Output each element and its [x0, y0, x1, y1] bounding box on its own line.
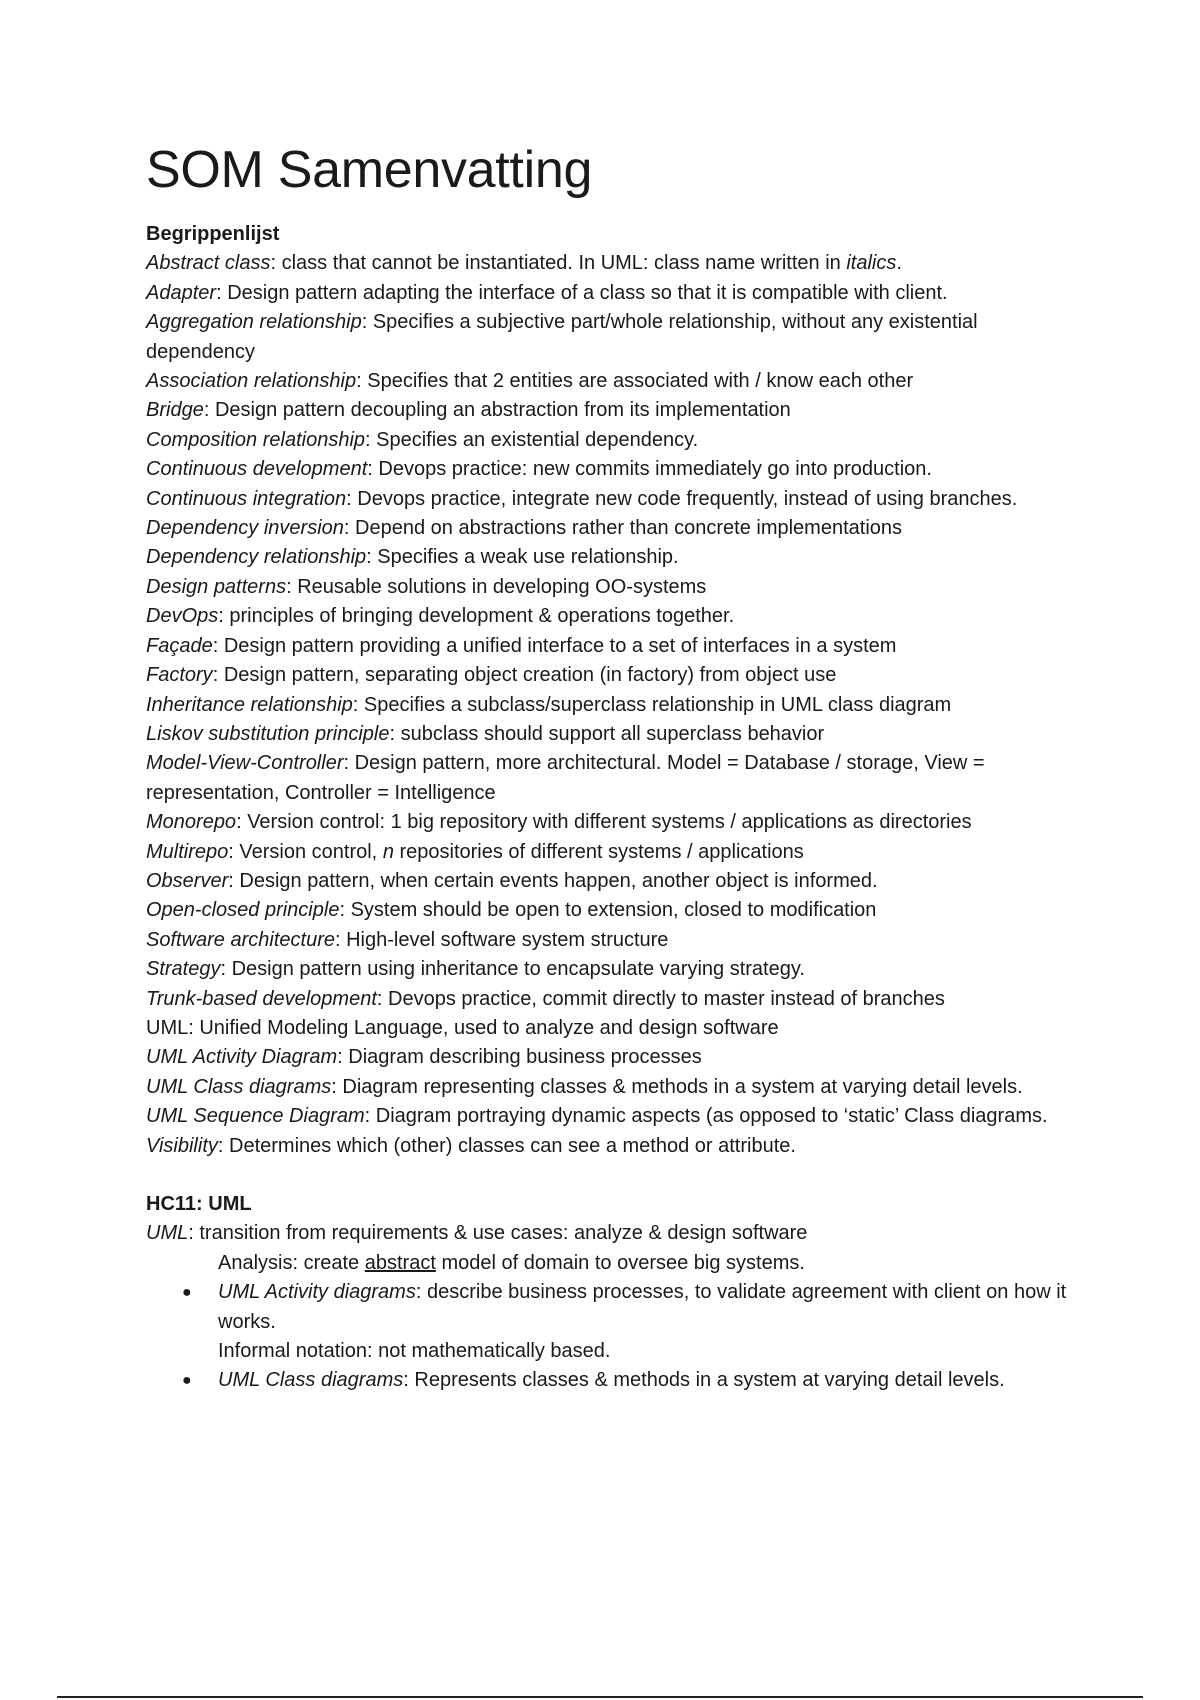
- glossary-entry: Composition relationship: Specifies an existential dependency.: [146, 428, 699, 451]
- term: Design patterns: [146, 575, 287, 598]
- glossary-entry: UML Sequence Diagram: Diagram portraying dynamic aspects (as opposed to ‘static’ Class diagrams.: [146, 1105, 1048, 1128]
- definition: Specifies a subclass/superclass relationship in UML class diagram: [363, 693, 952, 716]
- glossary-entry: Observer: Design pattern, when certain events happen, another object is informed.: [146, 869, 878, 892]
- definition: Design pattern, separating object creation (in factory) from object use: [223, 664, 837, 687]
- glossary-entry: DevOps: principles of bringing development & operations together.: [146, 605, 735, 628]
- glossary-entry: Dependency inversion: Depend on abstractions rather than concrete implementations: [146, 517, 903, 540]
- term: UML: [146, 1016, 189, 1039]
- glossary-entry: Dependency relationship: Specifies a weak use relationship.: [146, 546, 679, 569]
- definition: Determines which (other) classes can see a method or attribute.: [229, 1134, 796, 1157]
- term: UML Class diagrams: [146, 1075, 332, 1098]
- term: UML Activity Diagram: [146, 1046, 338, 1069]
- definition: Diagram representing classes & methods in a system at varying detail levels.: [342, 1075, 1023, 1098]
- term: Adapter: [146, 281, 217, 304]
- term: Continuous development: [146, 458, 368, 481]
- glossary-entry: Adapter: Design pattern adapting the interface of a class so that it is compatible with client.: [146, 281, 948, 304]
- glossary-entry: Trunk-based development: Devops practice, commit directly to master instead of branches: [146, 987, 945, 1010]
- footer-divider: [57, 1696, 1143, 1698]
- definition: High-level software system structure: [346, 928, 669, 951]
- underlined-word: abstract: [364, 1251, 436, 1274]
- glossary-entry: Association relationship: Specifies that 2 entities are associated with / know each other: [146, 370, 914, 393]
- definition: describe business processes, to validate agreement with client on how it works.: [218, 1281, 1067, 1333]
- definition: Devops practice, commit directly to master instead of branches: [388, 987, 945, 1010]
- term: UML Sequence Diagram: [146, 1105, 365, 1128]
- term: Continuous integration: [146, 487, 347, 510]
- page-title: SOM Samenvatting: [146, 141, 593, 199]
- definition: Design pattern, when certain events happen, another object is informed.: [239, 869, 878, 892]
- definition: Diagram describing business processes: [348, 1046, 702, 1069]
- definition: subclass should support all superclass behavior: [400, 722, 825, 745]
- term: UML Activity diagrams: [218, 1281, 416, 1304]
- term: Inheritance relationship: [146, 693, 353, 716]
- glossary-entry: Inheritance relationship: Specifies a subclass/superclass relationship in UML class diagram: [146, 693, 952, 716]
- definition: Specifies a subjective part/whole relationship, without any existential dependency: [146, 311, 978, 363]
- glossary-entry: Continuous integration: Devops practice, integrate new code frequently, instead of using branches.: [146, 487, 1018, 510]
- term: Open-closed principle: [146, 899, 340, 922]
- definition: System should be open to extension, closed to modification: [350, 899, 877, 922]
- term: Façade: [146, 634, 213, 657]
- definition: Devops practice, integrate new code frequently, instead of using branches.: [357, 487, 1018, 510]
- glossary-list: [146, 249, 1076, 1161]
- glossary-entry: UML Class diagrams: Diagram representing classes & methods in a system at varying detail levels.: [146, 1075, 1023, 1098]
- glossary-entry: Open-closed principle: System should be open to extension, closed to modification: [146, 899, 877, 922]
- definition: Unified Modeling Language, used to analyze and design software: [199, 1016, 779, 1039]
- definition: Design pattern decoupling an abstraction from its implementation: [214, 399, 791, 422]
- glossary-entry: Liskov substitution principle: subclass should support all superclass behavior: [146, 722, 825, 745]
- definition: Represents classes & methods in a system at varying detail levels.: [414, 1369, 1005, 1392]
- glossary-entry: Façade: Design pattern providing a unified interface to a set of interfaces in a system: [146, 634, 897, 657]
- definition: Devops practice: new commits immediately go into production.: [378, 458, 932, 481]
- term: Multirepo: [146, 840, 229, 863]
- definition: transition from requirements & use cases: analyze & design software: [199, 1222, 808, 1245]
- definition: Depend on abstractions rather than concrete implementations: [355, 517, 903, 540]
- definition: principles of bringing development & operations together.: [229, 605, 735, 628]
- glossary-entry: Abstract class: class that cannot be instantiated. In UML: class name written in italics.: [146, 252, 902, 275]
- definition: class that cannot be instantiated. In UML: class name written in: [281, 252, 847, 275]
- definition: Version control,: [239, 840, 383, 863]
- glossary-entry: Visibility: Determines which (other) classes can see a method or attribute.: [146, 1134, 796, 1157]
- term: Liskov substitution principle: [146, 722, 390, 745]
- bullet-icon: ●: [182, 1372, 192, 1390]
- glossary-entry: Software architecture: High-level software system structure: [146, 928, 669, 951]
- informal-notation-line: Informal notation: not mathematically based.: [218, 1340, 611, 1363]
- definition: Specifies a weak use relationship.: [377, 546, 679, 569]
- definition: Specifies an existential dependency.: [376, 428, 699, 451]
- definition: Version control: 1 big repository with different systems / applications as directories: [247, 811, 972, 834]
- glossary-entry: UML Activity Diagram: Diagram describing business processes: [146, 1046, 702, 1069]
- term: DevOps: [146, 605, 219, 628]
- term: Monorepo: [146, 811, 237, 834]
- term: Bridge: [146, 399, 204, 422]
- glossary-entry: Factory: Design pattern, separating object creation (in factory) from object use: [146, 664, 837, 687]
- glossary-entry: Multirepo: Version control, n repositories of different systems / applications: [146, 840, 804, 863]
- emphasis: n: [382, 840, 394, 863]
- definition: Specifies that 2 entities are associated with / know each other: [367, 370, 914, 393]
- emphasis: italics: [846, 252, 897, 275]
- term: Software architecture: [146, 928, 335, 951]
- section-heading-hc11: HC11: UML: [146, 1193, 252, 1215]
- definition: Reusable solutions in developing OO-systems: [297, 575, 707, 598]
- term: Dependency relationship: [146, 546, 367, 569]
- definition: Design pattern, more architectural. Model = Database / storage, View = representation, Controller = Intelligence: [146, 752, 985, 804]
- definition: Design pattern using inheritance to encapsulate varying strategy.: [231, 958, 805, 981]
- glossary-entry: Model-View-Controller: Design pattern, more architectural. Model = Database / storage, View = representation, Controller = Intelligence: [146, 752, 985, 804]
- uml-intro: UML: transition from requirements & use cases: analyze & design software: [146, 1222, 808, 1245]
- glossary-entry: Strategy: Design pattern using inheritance to encapsulate varying strategy.: [146, 958, 805, 981]
- term: Factory: [146, 664, 213, 687]
- term: Association relationship: [146, 370, 357, 393]
- glossary-entry: Aggregation relationship: Specifies a subjective part/whole relationship, without any existential dependency: [146, 311, 978, 363]
- bullet-item-class-diagrams: ● UML Class diagrams: Represents classes & methods in a system at varying detail levels.: [146, 1366, 1076, 1395]
- glossary-entry: Monorepo: Version control: 1 big repository with different systems / applications as directories: [146, 811, 972, 834]
- term: Trunk-based development: [146, 987, 377, 1010]
- term: UML: [146, 1222, 189, 1245]
- analysis-line: Analysis: create abstract model of domain to oversee big systems.: [218, 1251, 805, 1274]
- definition: Design pattern providing a unified interface to a set of interfaces in a system: [223, 634, 897, 657]
- glossary-entry: Bridge: Design pattern decoupling an abstraction from its implementation: [146, 399, 791, 422]
- spacer: [146, 1161, 1076, 1190]
- term: Dependency inversion: [146, 517, 344, 540]
- term: Composition relationship: [146, 428, 366, 451]
- bullet-icon: ●: [182, 1284, 192, 1302]
- section-heading-begrippenlijst: Begrippenlijst: [146, 223, 280, 245]
- glossary-entry: Design patterns: Reusable solutions in developing OO-systems: [146, 575, 707, 598]
- term: Model-View-Controller: [146, 752, 344, 775]
- term: UML Class diagrams: [218, 1369, 404, 1392]
- definition: Diagram portraying dynamic aspects (as opposed to ‘static’ Class diagrams.: [375, 1105, 1048, 1128]
- term: Strategy: [146, 958, 221, 981]
- glossary-entry: UML: Unified Modeling Language, used to analyze and design software: [146, 1016, 779, 1039]
- bullet-item-activity-diagrams: ● UML Activity diagrams: describe business processes, to validate agreement with client on how it works.: [146, 1278, 1076, 1337]
- term: Abstract class: [146, 252, 271, 275]
- term: Visibility: [146, 1134, 218, 1157]
- term: Aggregation relationship: [146, 311, 362, 334]
- document-body: [146, 220, 1076, 1396]
- definition: Design pattern adapting the interface of a class so that it is compatible with client.: [227, 281, 948, 304]
- term: Observer: [146, 869, 229, 892]
- glossary-entry: Continuous development: Devops practice: new commits immediately go into production.: [146, 458, 932, 481]
